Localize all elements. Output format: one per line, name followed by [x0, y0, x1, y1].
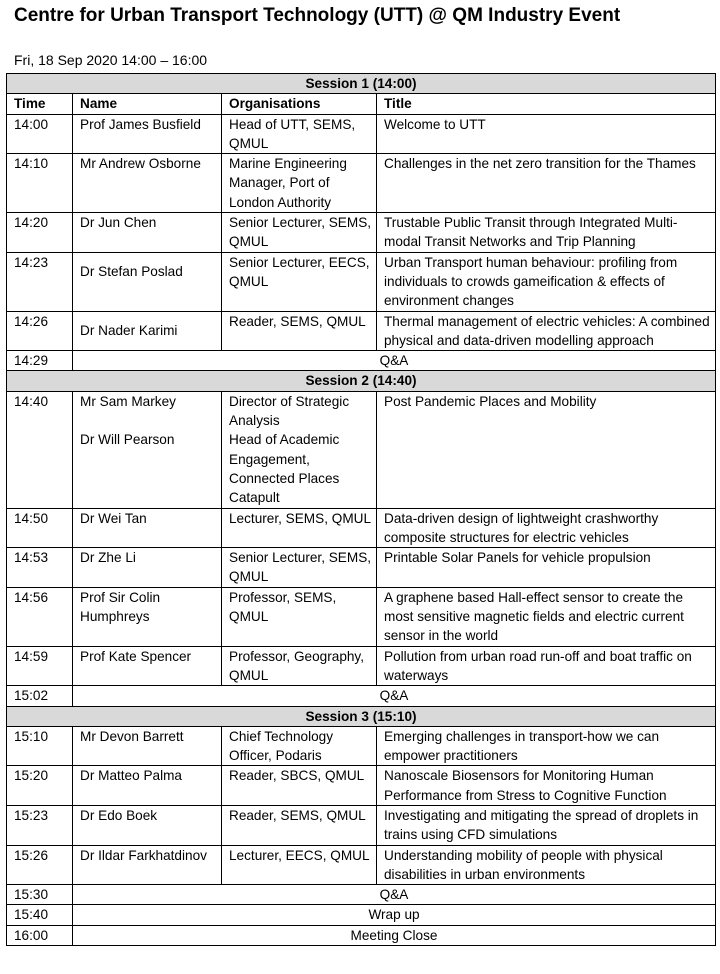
- row-name: Mr Devon Barrett: [73, 726, 222, 766]
- session-header: [7, 706, 716, 726]
- row-org: Chief Technology Officer, Podaris: [222, 726, 377, 766]
- column-header-organisations: Organisations: [222, 94, 377, 114]
- table-row: [7, 391, 716, 508]
- row-name: Dr Matteo Palma: [73, 766, 222, 806]
- row-time: 15:23: [7, 805, 73, 845]
- row-org: Lecturer, EECS, QMUL: [222, 845, 377, 885]
- table-row: [7, 587, 716, 646]
- table-row: [7, 114, 716, 154]
- event-title: Centre for Urban Transport Technology (UTT) @ QM Industry Event: [14, 5, 621, 26]
- row-name: Mr Andrew Osborne: [73, 154, 222, 213]
- row-time: 15:10: [7, 726, 73, 766]
- wrap-up-label: Wrap up: [73, 905, 716, 925]
- row-org: Marine Engineering Manager, Port of London Authority: [222, 154, 377, 213]
- row-title: Welcome to UTT: [377, 114, 716, 154]
- table-row: [7, 845, 716, 885]
- row-name: Prof Kate Spencer: [73, 646, 222, 686]
- table-row: [7, 311, 716, 351]
- row-title: Emerging challenges in transport-how we can empower practitioners: [377, 726, 716, 766]
- row-org: Reader, SEMS, QMUL: [222, 311, 377, 351]
- row-time: 15:26: [7, 845, 73, 885]
- row-time: 14:59: [7, 646, 73, 686]
- row-name: [73, 391, 222, 508]
- row-org: Reader, SBCS, QMUL: [222, 766, 377, 806]
- row-time: 14:29: [7, 351, 73, 371]
- table-row: [7, 548, 716, 588]
- row-org: Lecturer, SEMS, QMUL: [222, 508, 377, 548]
- qa-row: [7, 351, 716, 371]
- qa-row: [7, 686, 716, 706]
- schedule-table: [6, 73, 716, 946]
- row-title: Data-driven design of lightweight crashworthy composite structures for electric vehicles: [377, 508, 716, 548]
- row-time: 14:00: [7, 114, 73, 154]
- speaker-name: Mr Sam Markey: [80, 393, 176, 409]
- row-name: Dr Zhe Li: [73, 548, 222, 588]
- table-row: [7, 726, 716, 766]
- meeting-close-row: [7, 925, 716, 945]
- row-time: 14:10: [7, 154, 73, 213]
- table-row: [7, 252, 716, 311]
- column-header-row: [7, 94, 716, 114]
- row-org: Professor, SEMS, QMUL: [222, 587, 377, 646]
- row-time: 14:26: [7, 311, 73, 351]
- row-name: Prof James Busfield: [73, 114, 222, 154]
- row-org: Reader, SEMS, QMUL: [222, 805, 377, 845]
- row-time: 14:53: [7, 548, 73, 588]
- row-time: 14:50: [7, 508, 73, 548]
- qa-label: Q&A: [73, 686, 716, 706]
- row-name: Dr Nader Karimi: [73, 311, 222, 351]
- row-org: Head of UTT, SEMS, QMUL: [222, 114, 377, 154]
- qa-label: Q&A: [73, 885, 716, 905]
- row-title: Nanoscale Biosensors for Monitoring Human Performance from Stress to Cognitive Function: [377, 766, 716, 806]
- row-name: Dr Jun Chen: [73, 213, 222, 253]
- row-title: Printable Solar Panels for vehicle propulsion: [377, 548, 716, 588]
- qa-label: Q&A: [73, 351, 716, 371]
- session-header: [7, 74, 716, 94]
- table-row: [7, 154, 716, 213]
- speaker-name: Dr Will Pearson: [80, 432, 175, 448]
- event-date: Fri, 18 Sep 2020 14:00 – 16:00: [14, 52, 208, 68]
- table-row: [7, 805, 716, 845]
- row-org: [222, 391, 377, 508]
- session-label: Session 1 (14:00): [7, 74, 716, 94]
- row-org: Senior Lecturer, SEMS, QMUL: [222, 548, 377, 588]
- table-row: [7, 508, 716, 548]
- row-title: Pollution from urban road run-off and boat traffic on waterways: [377, 646, 716, 686]
- table-row: [7, 213, 716, 253]
- meeting-close-label: Meeting Close: [73, 925, 716, 945]
- row-org: Senior Lecturer, SEMS, QMUL: [222, 213, 377, 253]
- speaker-org: Head of Academic Engagement, Connected Places Catapult: [229, 432, 340, 506]
- row-time: 15:40: [7, 905, 73, 925]
- row-title: A graphene based Hall-effect sensor to create the most sensitive magnetic fields and electric current sensor in the world: [377, 587, 716, 646]
- session-header: [7, 371, 716, 391]
- row-time: 15:30: [7, 885, 73, 905]
- row-title: Post Pandemic Places and Mobility: [377, 391, 716, 508]
- row-title: Investigating and mitigating the spread of droplets in trains using CFD simulations: [377, 805, 716, 845]
- row-title: Urban Transport human behaviour: profiling from individuals to crowds gameification & effects of environment changes: [377, 252, 716, 311]
- row-name: Dr Edo Boek: [73, 805, 222, 845]
- row-time: 14:23: [7, 252, 73, 311]
- table-row: [7, 646, 716, 686]
- qa-row: [7, 885, 716, 905]
- row-name: Dr Stefan Poslad: [73, 252, 222, 311]
- row-time: 14:20: [7, 213, 73, 253]
- table-row: [7, 766, 716, 806]
- speaker-org: Director of Strategic Analysis: [229, 393, 350, 429]
- column-header-title: Title: [377, 94, 716, 114]
- row-time: 14:56: [7, 587, 73, 646]
- column-header-time: Time: [7, 94, 73, 114]
- row-org: Senior Lecturer, EECS, QMUL: [222, 252, 377, 311]
- row-time: 15:02: [7, 686, 73, 706]
- session-label: Session 3 (15:10): [7, 706, 716, 726]
- row-time: 14:40: [7, 391, 73, 508]
- column-header-name: Name: [73, 94, 222, 114]
- row-title: Challenges in the net zero transition for the Thames: [377, 154, 716, 213]
- row-org: Professor, Geography, QMUL: [222, 646, 377, 686]
- row-time: 15:20: [7, 766, 73, 806]
- row-title: Understanding mobility of people with physical disabilities in urban environments: [377, 845, 716, 885]
- row-name: Dr Ildar Farkhatdinov: [73, 845, 222, 885]
- row-name: Dr Wei Tan: [73, 508, 222, 548]
- row-title: Thermal management of electric vehicles: A combined physical and data-driven modelling approach: [377, 311, 716, 351]
- row-time: 16:00: [7, 925, 73, 945]
- row-name: Prof Sir Colin Humphreys: [73, 587, 222, 646]
- row-title: Trustable Public Transit through Integrated Multi-modal Transit Networks and Trip Planning: [377, 213, 716, 253]
- session-label: Session 2 (14:40): [7, 371, 716, 391]
- wrap-up-row: [7, 905, 716, 925]
